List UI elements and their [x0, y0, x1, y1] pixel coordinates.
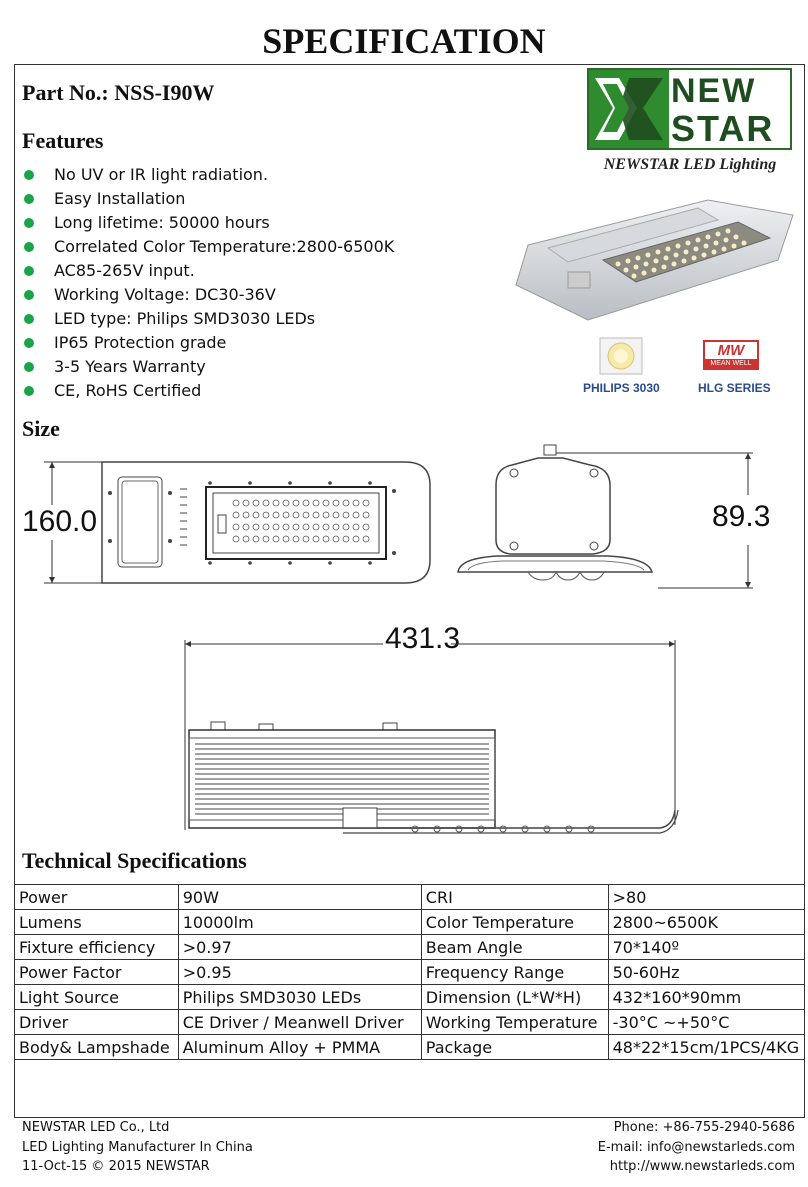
- feature-item: 3-5 Years Warranty: [22, 355, 394, 379]
- table-row: Lumens 10000lm Color Temperature 2800~6500K: [15, 910, 805, 935]
- footer-email[interactable]: E-mail: info@newstarleds.com: [597, 1139, 795, 1155]
- feature-item: Working Voltage: DC30-36V: [22, 283, 394, 307]
- philips-led-icon: [598, 336, 644, 376]
- footer-date: 11-Oct-15 © 2015 NEWSTAR: [22, 1159, 210, 1174]
- feature-item: Long lifetime: 50000 hours: [22, 211, 394, 235]
- bullet-icon: [24, 170, 34, 180]
- newstar-x-logo-icon: [589, 70, 669, 148]
- table-row: Driver CE Driver / Meanwell Driver Working Temperature -30°C ~+50°C: [15, 1010, 805, 1035]
- feature-item: CE, RoHS Certified: [22, 379, 394, 403]
- dimension-length: 431.3: [385, 622, 461, 655]
- logo-tagline: NEWSTAR LED Lighting: [603, 156, 777, 173]
- footer-website-link[interactable]: http://www.newstarleds.com: [609, 1159, 795, 1174]
- table-row: Power Factor >0.95 Frequency Range 50-60Hz: [15, 960, 805, 985]
- features-heading: Features: [22, 128, 104, 153]
- size-heading: Size: [22, 416, 60, 441]
- logo-text-new: NEW: [671, 72, 757, 110]
- bullet-icon: [24, 290, 34, 300]
- table-row: Power 90W CRI >80: [15, 885, 805, 910]
- feature-item: AC85-265V input.: [22, 259, 394, 283]
- product-photo-icon: [508, 190, 798, 325]
- bullet-icon: [24, 314, 34, 324]
- bullet-icon: [24, 194, 34, 204]
- tech-specs-heading: Technical Specifications: [22, 848, 247, 873]
- newstar-logo: [587, 68, 792, 150]
- footer-company: NEWSTAR LED Co., Ltd: [22, 1120, 170, 1135]
- bullet-icon: [24, 266, 34, 276]
- philips-label: PHILIPS 3030: [583, 381, 660, 395]
- features-list: [22, 163, 394, 403]
- footer-right: [598, 1118, 795, 1177]
- bullet-icon: [24, 218, 34, 228]
- feature-item: Easy Installation: [22, 187, 394, 211]
- feature-item: LED type: Philips SMD3030 LEDs: [22, 307, 394, 331]
- table-row: Fixture efficiency >0.97 Beam Angle 70*140º: [15, 935, 805, 960]
- table-row: Light Source Philips SMD3030 LEDs Dimension (L*W*H) 432*160*90mm: [15, 985, 805, 1010]
- bullet-icon: [24, 386, 34, 396]
- feature-item: No UV or IR light radiation.: [22, 163, 394, 187]
- part-number: Part No.: NSS-I90W: [22, 80, 215, 105]
- feature-item: IP65 Protection grade: [22, 331, 394, 355]
- hlg-series-label: HLG SERIES: [698, 381, 771, 395]
- logo-text-star: STAR: [671, 108, 775, 149]
- table-row: Body& Lampshade Aluminum Alloy + PMMA Package 48*22*15cm/1PCS/4KG: [15, 1035, 805, 1060]
- footer-desc: LED Lighting Manufacturer In China: [22, 1139, 253, 1155]
- bullet-icon: [24, 362, 34, 372]
- feature-item: Correlated Color Temperature:2800-6500K: [22, 235, 394, 259]
- document-title: SPECIFICATION: [262, 21, 546, 61]
- bullet-icon: [24, 242, 34, 252]
- footer-left: [22, 1118, 253, 1177]
- spec-table: [14, 884, 805, 1060]
- footer-phone: Phone: +86-755-2940-5686: [613, 1120, 795, 1135]
- dimension-width: 160.0: [22, 505, 98, 538]
- dimension-height: 89.3: [712, 500, 771, 533]
- length-view-drawing-icon: [175, 630, 690, 840]
- bullet-icon: [24, 338, 34, 348]
- meanwell-logo: MW MEAN WELL: [703, 340, 759, 370]
